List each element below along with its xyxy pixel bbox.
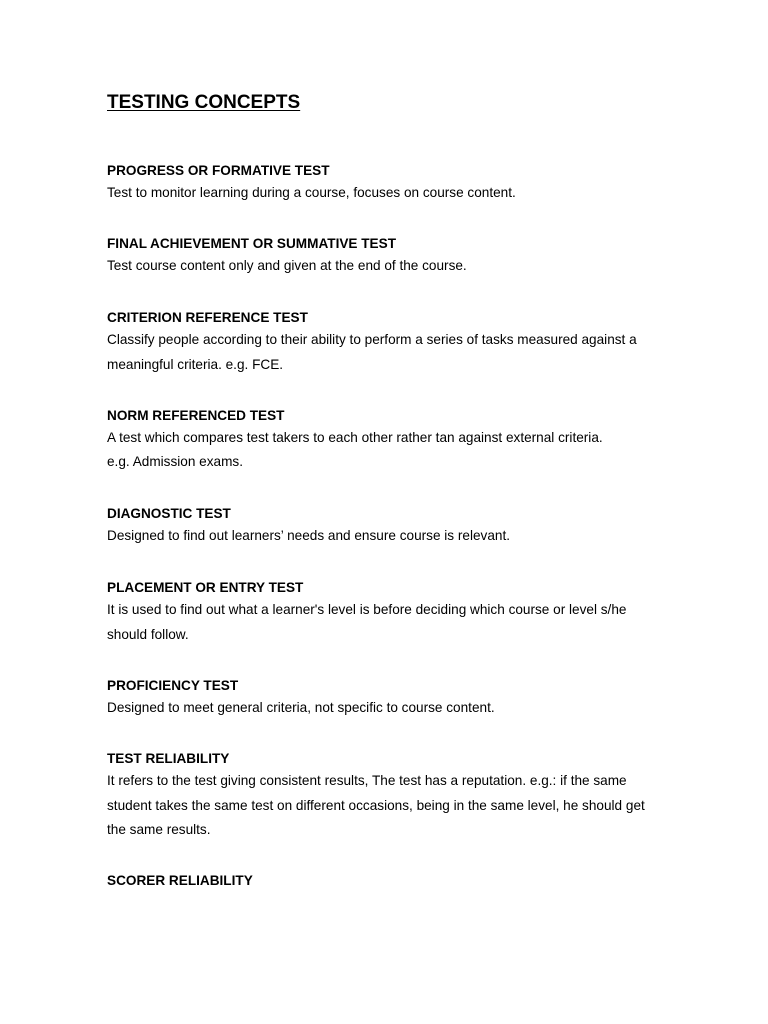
section-text-line: Test to monitor learning during a course, focuses on course content.	[107, 185, 516, 200]
section-text-line: e.g. Admission exams.	[107, 454, 243, 469]
section-text-line: Test course content only and given at the end of the course.	[107, 258, 467, 273]
document-title: TESTING CONCEPTS	[107, 92, 301, 113]
section-final-achievement-test	[107, 234, 667, 279]
section-placement-test	[107, 578, 667, 647]
section-heading: PROGRESS OR FORMATIVE TEST	[107, 163, 330, 178]
section-heading: FINAL ACHIEVEMENT OR SUMMATIVE TEST	[107, 236, 396, 251]
section-scorer-reliability	[107, 871, 667, 891]
section-heading: TEST RELIABILITY	[107, 751, 230, 766]
section-text-line: Classify people according to their ability to perform a series of tasks measured against a	[107, 332, 637, 347]
section-heading: SCORER RELIABILITY	[107, 873, 253, 888]
section-proficiency-test	[107, 676, 667, 721]
section-heading: NORM REFERENCED TEST	[107, 408, 285, 423]
section-text-line: should follow.	[107, 626, 189, 642]
section-text-line: A test which compares test takers to each other rather tan against external criteria.	[107, 430, 603, 445]
section-criterion-reference-test	[107, 308, 667, 377]
section-heading: CRITERION REFERENCE TEST	[107, 310, 308, 325]
section-progress-test	[107, 161, 667, 206]
section-text-line: Designed to find out learners’ needs and ensure course is relevant.	[107, 528, 511, 543]
section-heading: PROFICIENCY TEST	[107, 678, 239, 693]
section-text-line: student takes the same test on different occasions, being in the same level, he should get	[107, 797, 645, 813]
section-text-line: It is used to find out what a learner's level is before deciding which course or level s/he	[107, 602, 627, 617]
section-text-line: the same results.	[107, 822, 211, 837]
section-norm-referenced-test	[107, 406, 667, 474]
section-test-reliability	[107, 749, 667, 843]
section-diagnostic-test	[107, 504, 667, 549]
section-text-line: meaningful criteria. e.g. FCE.	[107, 356, 284, 372]
section-text-line: It refers to the test giving consistent results, The test has a reputation. e.g.: if the same	[107, 773, 627, 788]
section-heading: PLACEMENT OR ENTRY TEST	[107, 580, 304, 595]
section-text-line: Designed to meet general criteria, not specific to course content.	[107, 700, 495, 715]
section-heading: DIAGNOSTIC TEST	[107, 506, 231, 521]
